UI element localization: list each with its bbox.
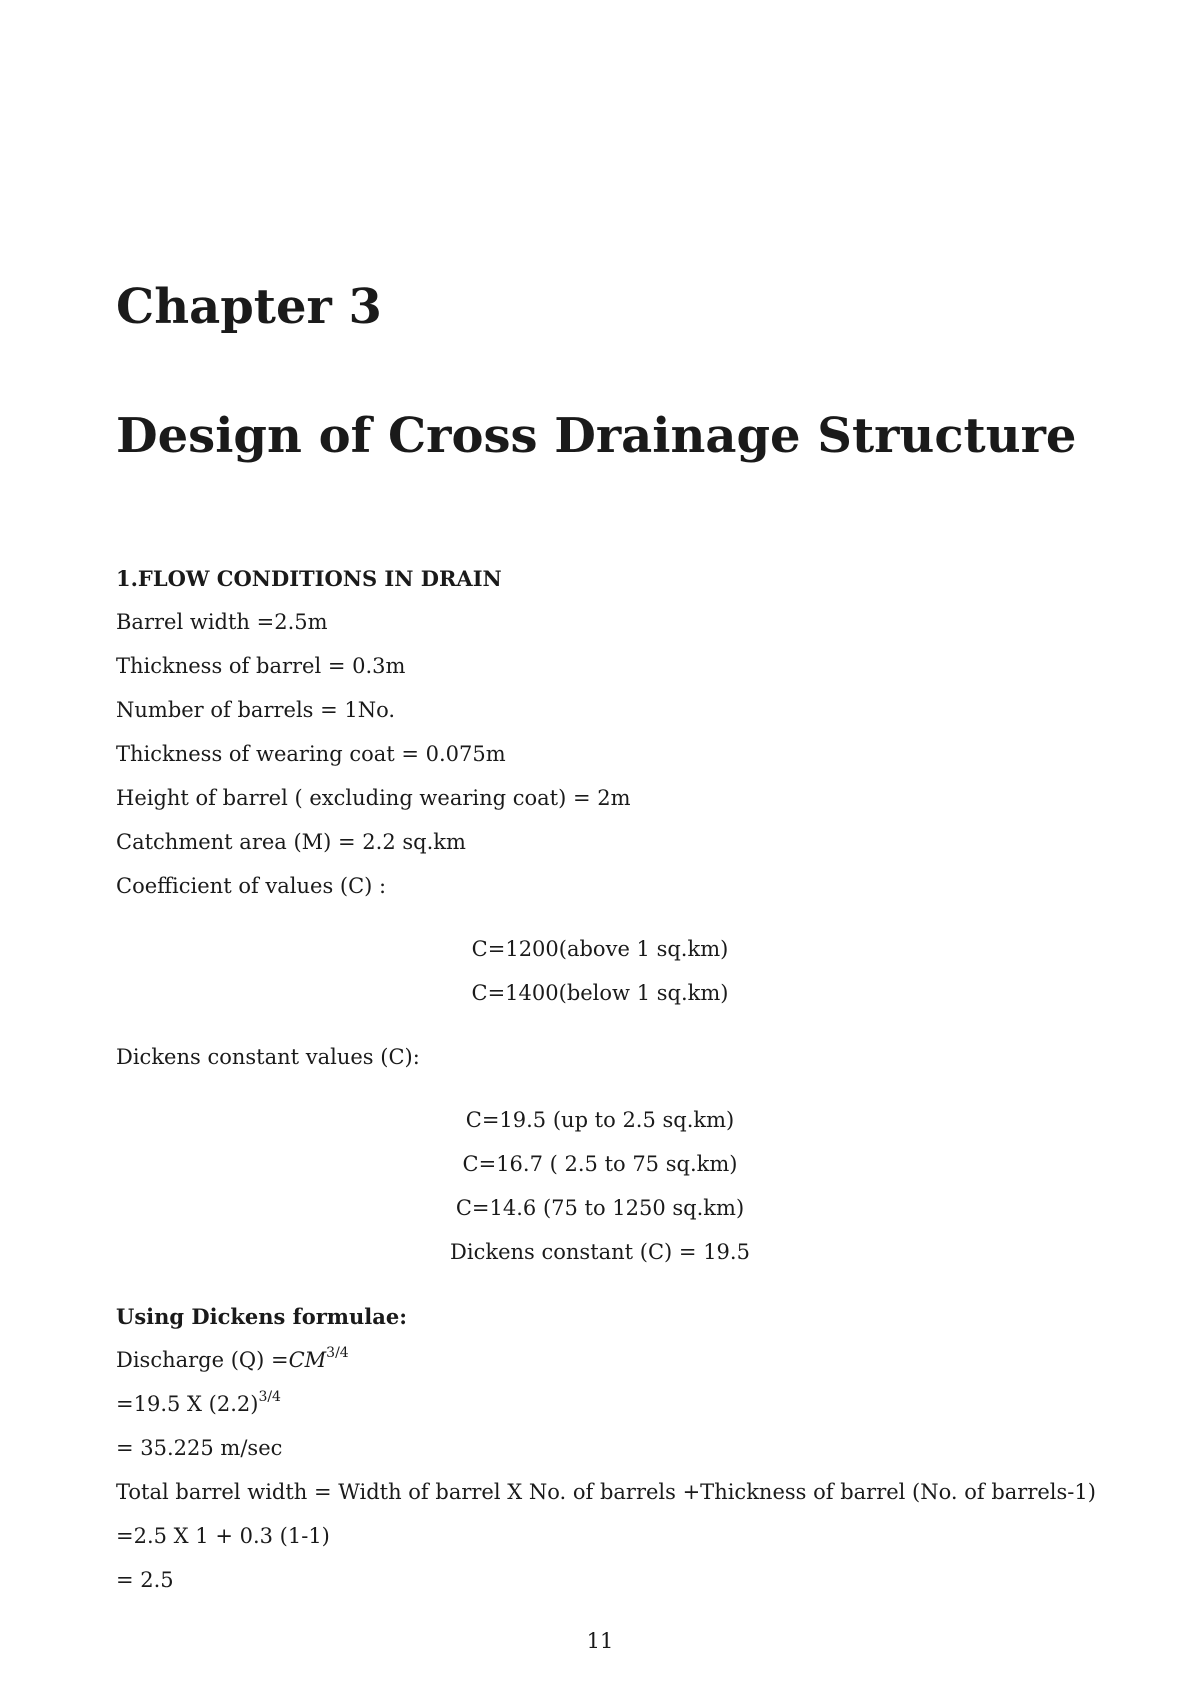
dickens-value-line: C=16.7 ( 2.5 to 75 sq.km)	[462, 1152, 738, 1176]
coefficient-intro-line: Coefficient of values (C) :	[116, 874, 387, 898]
barrel-thickness-line: Thickness of barrel = 0.3m	[116, 654, 406, 678]
dickens-formula-heading: Using Dickens formulae:	[116, 1304, 407, 1329]
coefficient-value-line: C=1200(above 1 sq.km)	[471, 937, 729, 961]
discharge-prefix: Discharge (Q) =	[116, 1348, 289, 1372]
coefficient-value-line: C=1400(below 1 sq.km)	[471, 981, 729, 1005]
discharge-calc-line	[116, 1389, 281, 1416]
total-width-result-line: = 2.5	[116, 1568, 174, 1592]
discharge-exponent: 3/4	[326, 1345, 349, 1361]
discharge-calc-base: =19.5 X (2.2)	[116, 1392, 259, 1416]
total-width-line: Total barrel width = Width of barrel X No. of barrels +Thickness of barrel (No. of barrels-1)	[116, 1480, 1096, 1504]
barrel-width-line: Barrel width =2.5m	[116, 610, 328, 634]
catchment-area-line: Catchment area (M) = 2.2 sq.km	[116, 830, 466, 854]
discharge-result-line: = 35.225 m/sec	[116, 1436, 283, 1460]
discharge-calc-exponent: 3/4	[258, 1389, 281, 1405]
chapter-title: Design of Cross Drainage Structure	[116, 408, 1077, 464]
barrel-height-line: Height of barrel ( excluding wearing coat) = 2m	[116, 786, 631, 810]
barrel-count-line: Number of barrels = 1No.	[116, 698, 396, 722]
total-width-calc-line: =2.5 X 1 + 0.3 (1-1)	[116, 1524, 330, 1548]
dickens-value-line: C=19.5 (up to 2.5 sq.km)	[465, 1108, 735, 1132]
discharge-formula: CM	[288, 1348, 327, 1372]
dickens-intro-line: Dickens constant values (C):	[116, 1045, 420, 1069]
discharge-formula-line	[116, 1345, 349, 1372]
wearing-coat-line: Thickness of wearing coat = 0.075m	[116, 742, 506, 766]
dickens-constant-line: Dickens constant (C) = 19.5	[450, 1240, 750, 1264]
chapter-label: Chapter 3	[116, 279, 382, 335]
page-number: 11	[586, 1629, 614, 1653]
section-heading: 1.FLOW CONDITIONS IN DRAIN	[116, 566, 502, 591]
dickens-value-line: C=14.6 (75 to 1250 sq.km)	[455, 1196, 745, 1220]
